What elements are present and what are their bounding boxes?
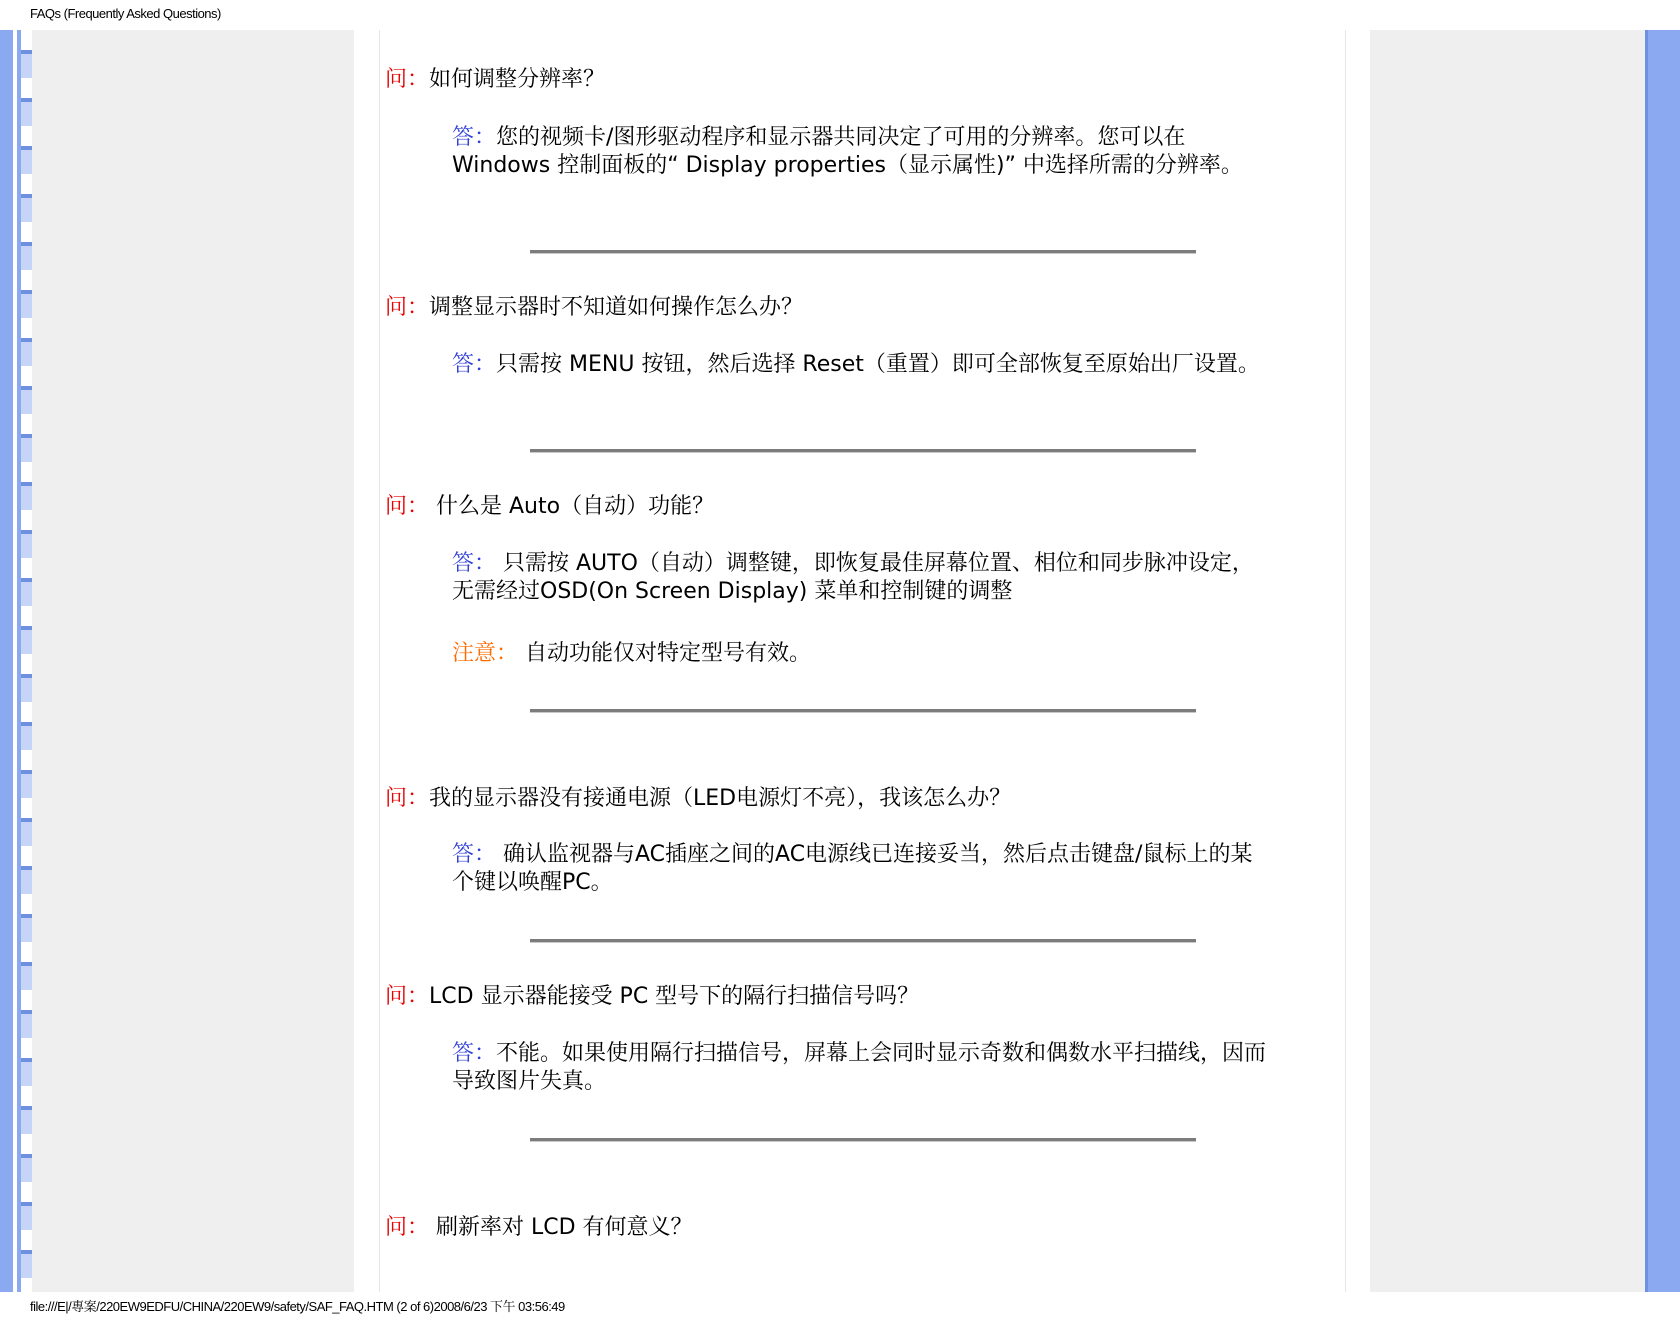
- section-divider: [530, 1138, 1196, 1142]
- answer-label: 答：: [452, 842, 497, 867]
- section-divider: [530, 250, 1196, 254]
- left-sidebar-panel: [32, 30, 354, 1292]
- question-text: 调整显示器时不知道如何操作怎么办？: [429, 295, 804, 320]
- note-text: 自动功能仅对特定型号有效。: [518, 641, 812, 666]
- faq-answer-2: [452, 351, 1272, 379]
- question-text: 什么是 Auto（自动）功能？: [429, 494, 715, 519]
- section-divider: [530, 939, 1196, 943]
- question-label: 问：: [385, 786, 430, 811]
- faq-answer-1: [452, 124, 1272, 180]
- faq-answer-4: [452, 841, 1272, 897]
- question-label: 问：: [385, 67, 430, 92]
- faq-question-1: [385, 62, 605, 93]
- faq-question-2: [385, 290, 803, 321]
- faq-answer-3: [452, 550, 1272, 606]
- right-column-divider: [1345, 30, 1346, 1292]
- faq-question-5: [385, 979, 919, 1010]
- question-label: 问：: [385, 494, 430, 519]
- section-divider: [530, 709, 1196, 713]
- answer-label: 答：: [452, 352, 497, 377]
- answer-label: 答：: [452, 1041, 497, 1066]
- answer-text: 只需按 AUTO（自动）调整键，即恢复最佳屏幕位置、相位和同步脉冲设定，无需经过OSD(On Screen Display) 菜单和控制键的调整: [452, 551, 1254, 604]
- section-divider: [530, 449, 1196, 453]
- note-label: 注意：: [452, 641, 519, 666]
- answer-text: 不能。如果使用隔行扫描信号，屏幕上会同时显示奇数和偶数水平扫描线，因而导致图片失真。: [452, 1041, 1267, 1094]
- faq-answer-5: [452, 1040, 1272, 1096]
- question-text: 如何调整分辨率？: [429, 67, 606, 92]
- right-decorative-strip: [1645, 30, 1680, 1292]
- answer-label: 答：: [452, 125, 497, 150]
- left-decorative-strip: [0, 30, 32, 1292]
- page-footer-path: file:///E|/專案/220EW9EDFU/CHINA/220EW9/safety/SAF_FAQ.HTM (2 of 6)2008/6/23 下午 03:56:49: [30, 1299, 565, 1314]
- faq-question-6: [385, 1210, 693, 1241]
- question-text: 刷新率对 LCD 有何意义？: [429, 1215, 693, 1240]
- question-label: 问：: [385, 984, 430, 1009]
- content-margin: [354, 30, 380, 1292]
- answer-text: 只需按 MENU 按钮，然后选择 Reset（重置）即可全部恢复至原始出厂设置。: [496, 352, 1260, 377]
- page-header-title: FAQs (Frequently Asked Questions): [30, 6, 221, 21]
- question-label: 问：: [385, 1215, 430, 1240]
- faq-question-4: [385, 781, 1011, 812]
- faq-question-3: [385, 489, 714, 520]
- left-column-divider: [379, 30, 380, 1292]
- question-text: LCD 显示器能接受 PC 型号下的隔行扫描信号吗？: [429, 984, 920, 1009]
- question-label: 问：: [385, 295, 430, 320]
- answer-text: 您的视频卡/图形驱动程序和显示器共同决定了可用的分辨率。您可以在 Windows 控制面板的“ Display properties（显示属性)” 中选择所需的分辨率。: [452, 125, 1243, 178]
- answer-label: 答：: [452, 551, 497, 576]
- answer-text: 确认监视器与AC插座之间的AC电源线已连接妥当，然后点击键盘/鼠标上的某个键以唤醒PC。: [452, 842, 1253, 895]
- right-sidebar-panel: [1370, 30, 1645, 1292]
- question-text: 我的显示器没有接通电源（LED电源灯不亮），我该怎么办？: [429, 786, 1012, 811]
- faq-note-3: [452, 640, 1272, 668]
